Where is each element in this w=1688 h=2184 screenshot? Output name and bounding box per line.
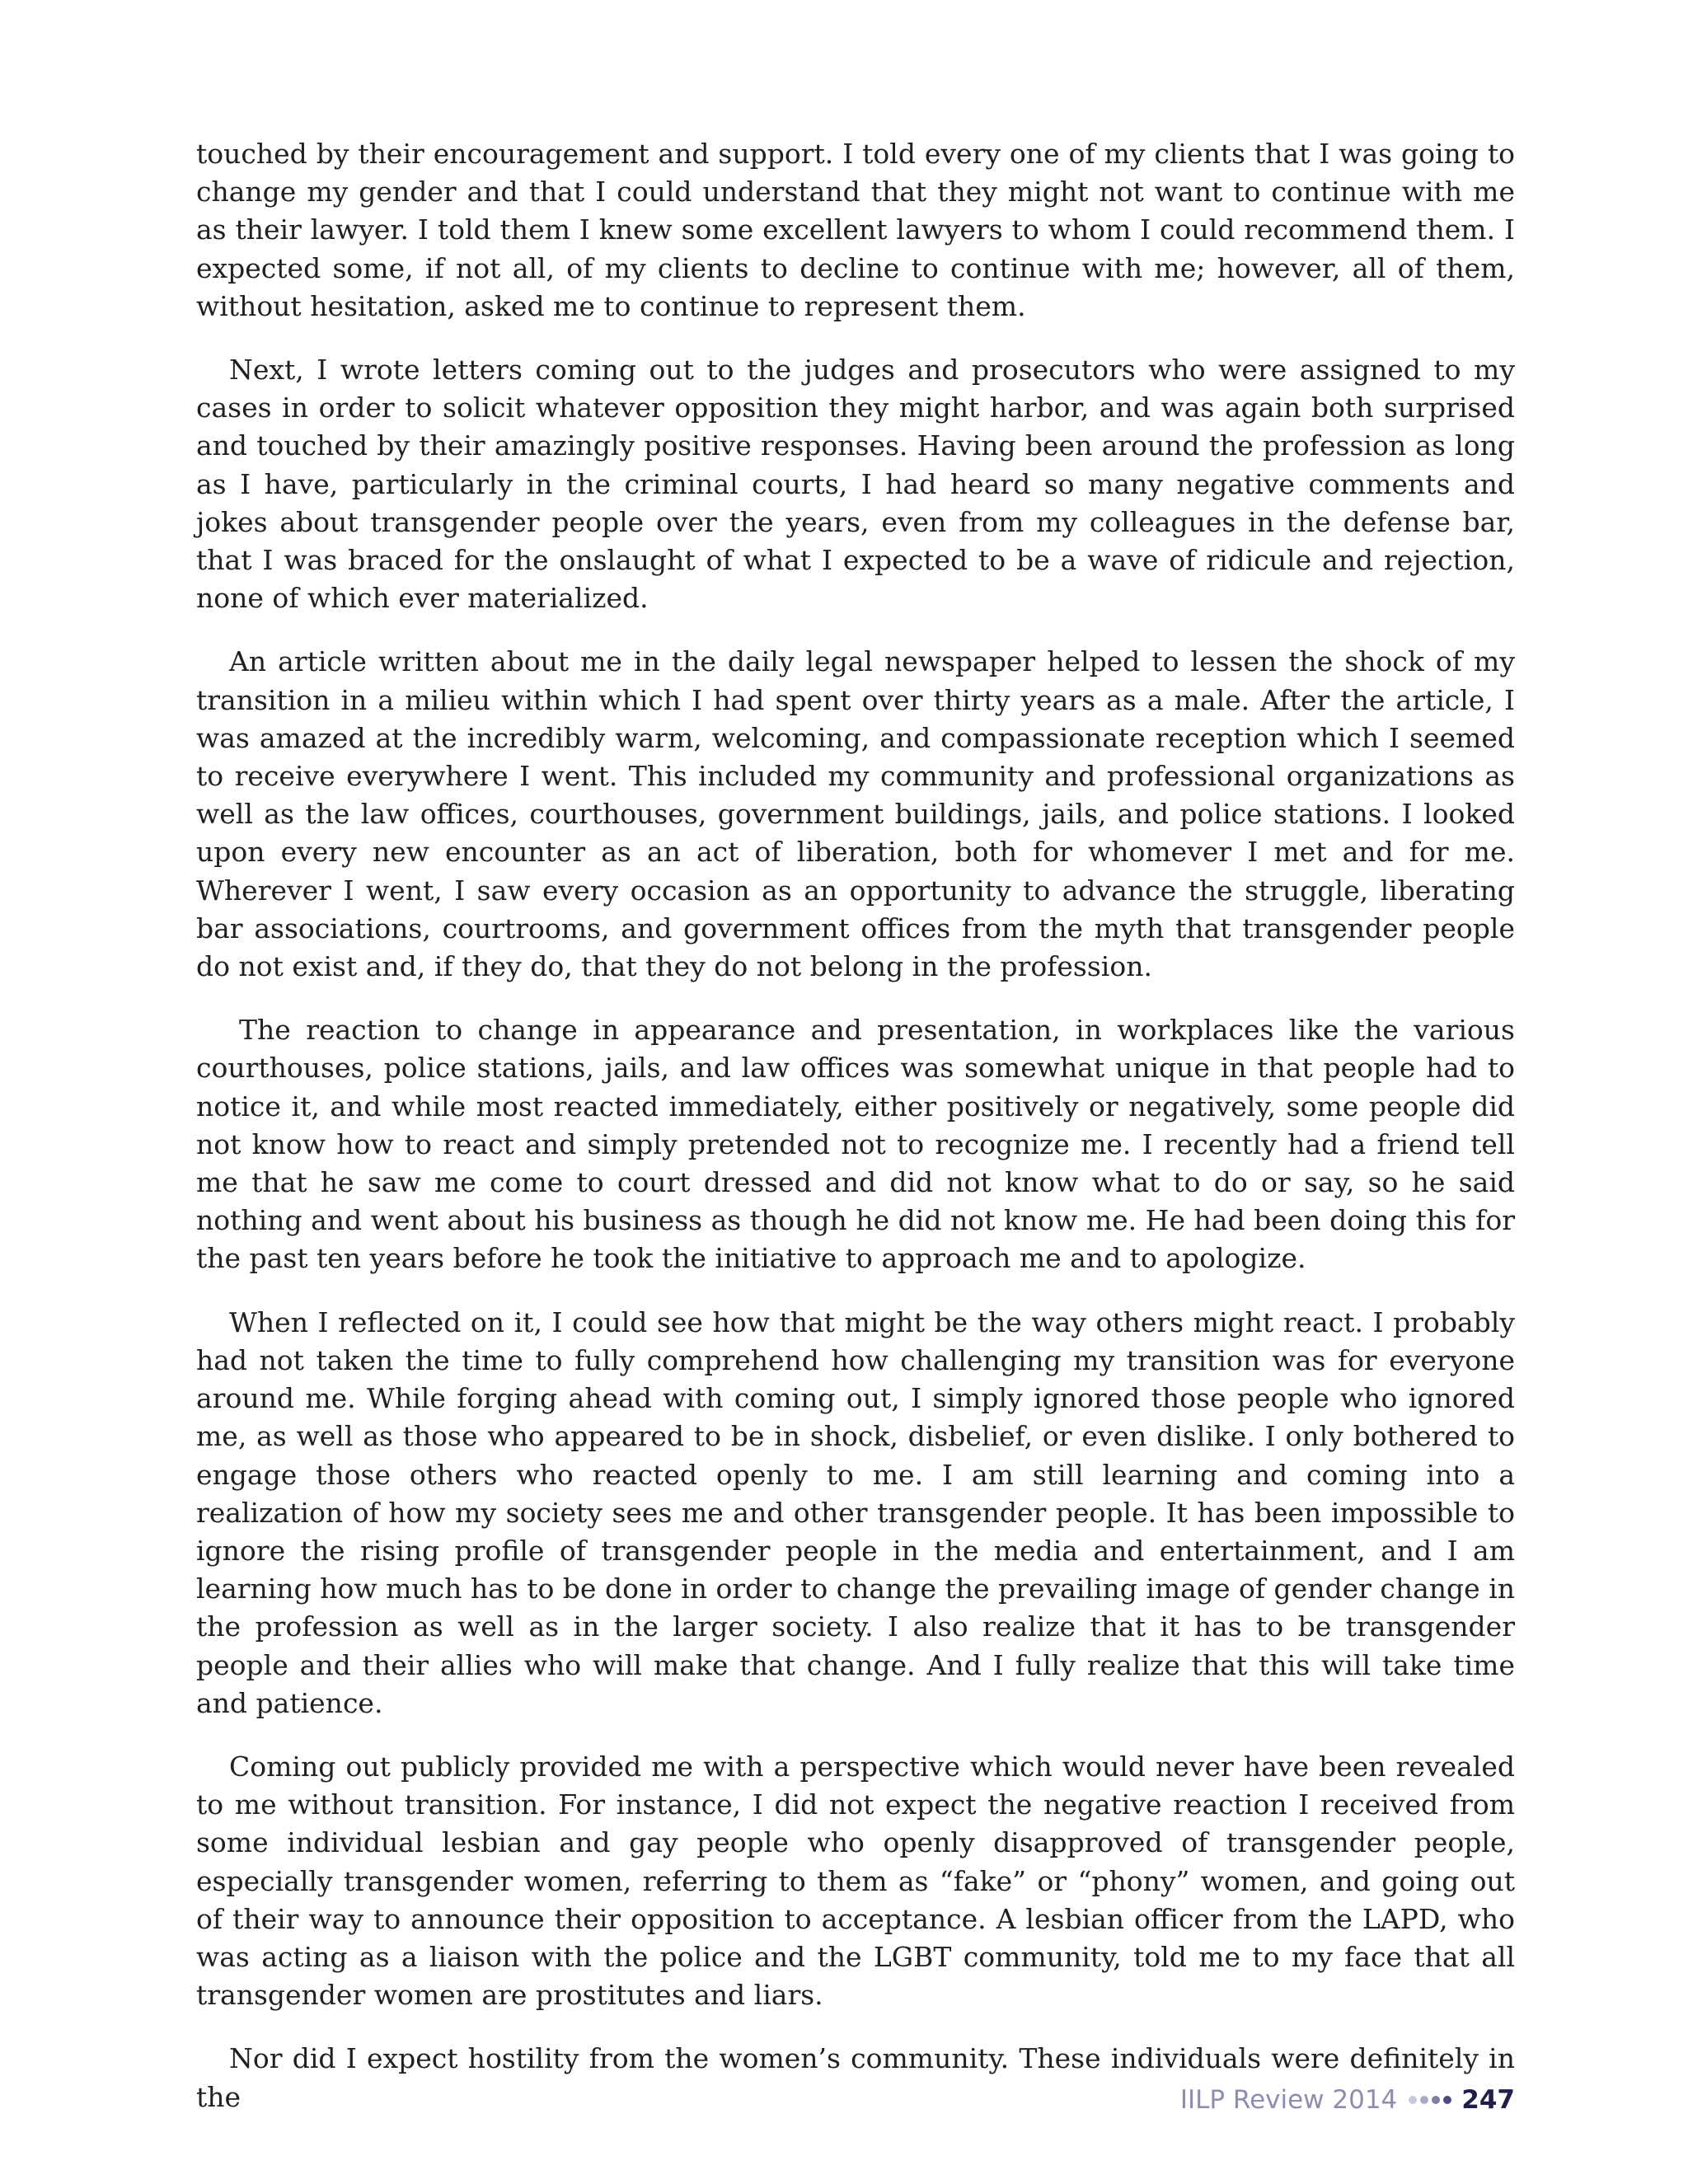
footer-dot-icon	[1432, 2096, 1440, 2104]
footer-dots-ornament	[1409, 2096, 1451, 2104]
paragraph-3: An article written about me in the daily legal newspaper helped to lessen the shock of my transition in a milieu within which I had spent over thirty years as a male. After the article, I was amazed at the incredibly warm, welcoming, and compassionate reception which I seemed to receive everywhere I went. This included my community and professional organizations as well as the law offices, courthouses, government buildings, jails, and police stations. I looked upon every new encounter as an act of liberation, both for whomever I met and for me. Wherever I went, I saw every occasion as an opportunity to advance the struggle, liberating bar associations, courtrooms, and government offices from the myth that transgender people do not exist and, if they do, that they do not belong in the profession.	[196, 645, 1515, 983]
article-body	[196, 135, 1515, 2116]
page-footer	[1180, 2083, 1515, 2116]
footer-dot-icon	[1409, 2096, 1417, 2104]
paragraph-6: Coming out publicly provided me with a perspective which would never have been revealed to me without transition. For instance, I did not expect the negative reaction I received from some individual lesbian and gay people who openly disapproved of transgender people, especially transgender women, referring to them as “fake” or “phony” women, and going out of their way to announce their opposition to acceptance. A lesbian officer from the LAPD, who was acting as a liaison with the police and the LGBT community, told me to my face that all transgender women are prostitutes and liars.	[196, 1750, 1515, 2012]
paragraph-4: The reaction to change in appearance and presentation, in workplaces like the various courthouses, police stations, jails, and law offices was somewhat unique in that people had to notice it, and while most reacted immediately, either positively or negatively, some people did not know how to react and simply pretended not to recognize me. I recently had a friend tell me that he saw me come to court dressed and did not know what to do or say, so he said nothing and went about his business as though he did not know me. He had been doing this for the past ten years before he took the initiative to approach me and to apologize.	[196, 1014, 1515, 1275]
footer-dot-icon	[1443, 2096, 1451, 2104]
journal-title: IILP Review 2014	[1179, 2085, 1398, 2115]
paragraph-1: touched by their encouragement and support. I told every one of my clients that I was going to change my gender and that I could understand that they might not want to continue with me as their lawyer. I told them I knew some excellent lawyers to whom I could recommend them. I expected some, if not all, of my clients to decline to continue with me; however, all of them, without hesitation, asked me to continue to represent them.	[196, 138, 1515, 322]
footer-dot-icon	[1420, 2096, 1428, 2104]
paragraph-5: When I reflected on it, I could see how that might be the way others might react. I probably had not taken the time to fully comprehend how challenging my transition was for everyone around me. While forging ahead with coming out, I simply ignored those people who ignored me, as well as those who appeared to be in shock, disbelief, or even dislike. I only bothered to engage those others who reacted openly to me. I am still learning and coming into a realization of how my society sees me and other transgender people. It has been impossible to ignore the rising profile of transgender people in the media and entertainment, and I am learning how much has to be done in order to change the prevailing image of gender change in the profession as well as in the larger society. I also realize that it has to be transgender people and their allies who will make that change. And I fully realize that this will take time and patience.	[196, 1305, 1515, 1719]
page-number: 247	[1461, 2085, 1515, 2115]
paragraph-2: Next, I wrote letters coming out to the judges and prosecutors who were assigned to my cases in order to solicit whatever opposition they might harbor, and was again both surprised and touched by their amazingly positive responses. Having been around the profession as long as I have, particularly in the criminal courts, I had heard so many negative comments and jokes about transgender people over the years, even from my colleagues in the defense bar, that I was braced for the onslaught of what I expected to be a wave of ridicule and rejection, none of which ever materialized.	[196, 354, 1515, 615]
paragraph-7: Nor did I expect hostility from the women’s community. These individuals were definitely in the	[196, 2042, 1515, 2113]
